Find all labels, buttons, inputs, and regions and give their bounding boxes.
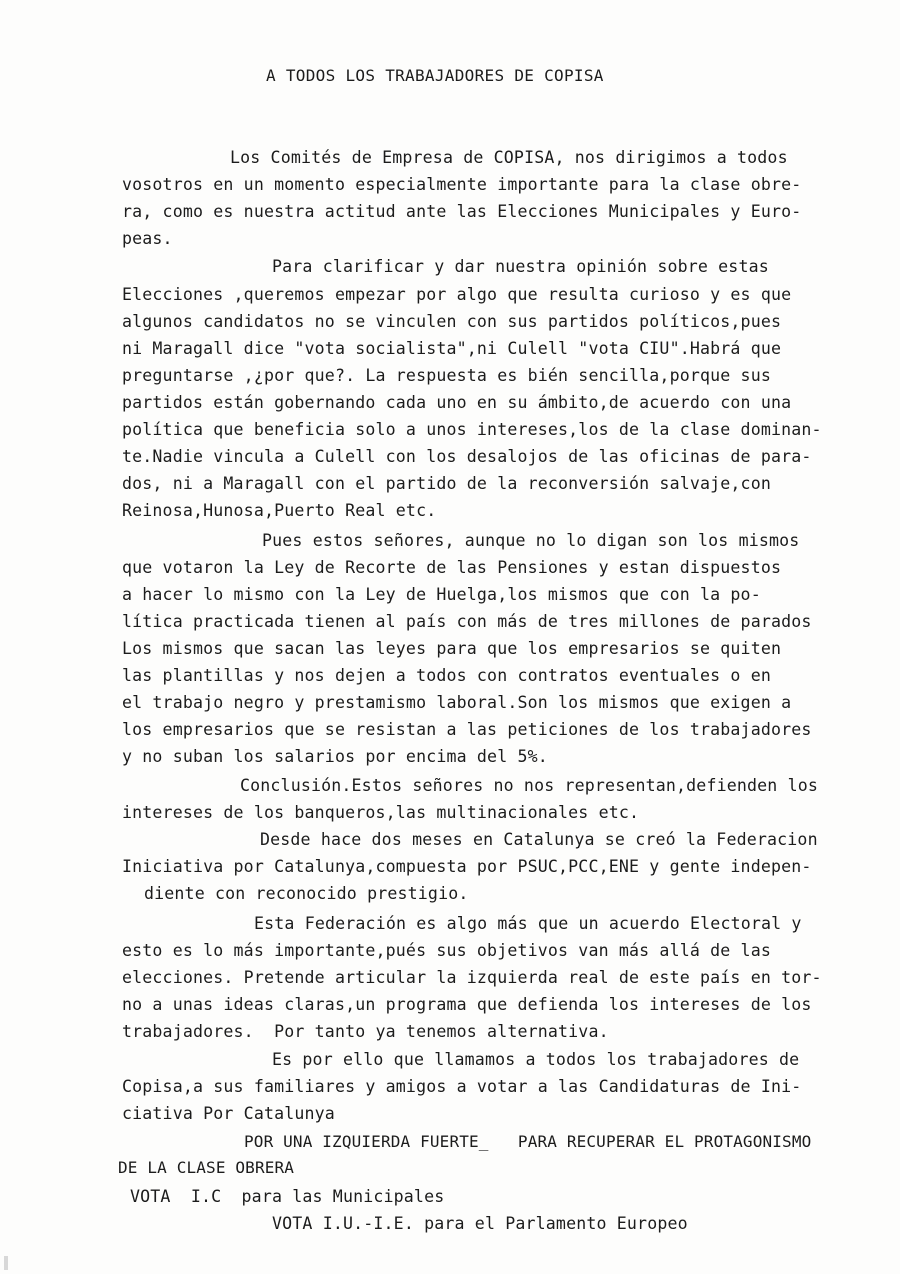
paragraph-line: trabajadores. Por tanto ya tenemos alternativa. — [122, 1022, 609, 1041]
vote-line: VOTA I.C para las Municipales — [130, 1187, 445, 1206]
paragraph-line: algunos candidatos no se vinculen con sus partidos políticos,pues — [122, 312, 782, 331]
paragraph-line: dos, ni a Maragall con el partido de la reconversión salvaje,con — [122, 474, 771, 493]
paragraph-line: vosotros en un momento especialmente importante para la clase obre- — [122, 175, 802, 194]
paragraph-line: ra, como es nuestra actitud ante las Elecciones Municipales y Euro- — [122, 202, 802, 221]
paragraph-line: Copisa,a sus familiares y amigos a votar a las Candidaturas de Ini- — [122, 1077, 802, 1096]
paragraph-line: Reinosa,Hunosa,Puerto Real etc. — [122, 501, 437, 520]
paragraph-line: que votaron la Ley de Recorte de las Pensiones y estan dispuestos — [122, 558, 782, 577]
paragraph-line: el trabajo negro y prestamismo laboral.Son los mismos que exigen a — [122, 693, 792, 712]
scan-edge-mark — [4, 1256, 8, 1270]
paragraph-line: partidos están gobernando cada uno en su ámbito,de acuerdo con una — [122, 393, 792, 412]
paragraph-line: Conclusión.Estos señores no nos representan,defienden los — [240, 776, 818, 795]
paragraph-line: y no suban los salarios por encima del 5%. — [122, 747, 548, 766]
paragraph-line: Para clarificar y dar nuestra opinión sobre estas — [272, 257, 769, 276]
paragraph-line: intereses de los banqueros,las multinacionales etc. — [122, 803, 640, 822]
paragraph-line: Esta Federación es algo más que un acuerdo Electoral y — [254, 914, 802, 933]
paragraph-line: peas. — [122, 229, 173, 248]
paragraph-line: Es por ello que llamamos a todos los trabajadores de — [272, 1050, 800, 1069]
paragraph-line: política que beneficia solo a unos intereses,los de la clase dominan- — [122, 420, 822, 439]
paragraph-line: preguntarse ,¿por que?. La respuesta es bién sencilla,porque sus — [122, 366, 771, 385]
paragraph-line: a hacer lo mismo con la Ley de Huelga,los mismos que con la po- — [122, 585, 761, 604]
paragraph-line: las plantillas y nos dejen a todos con contratos eventuales o en — [122, 666, 771, 685]
paragraph-line: ciativa Por Catalunya — [122, 1104, 335, 1123]
paragraph-line: lítica practicada tienen al país con más de tres millones de parados — [122, 612, 812, 631]
paragraph-line: no a unas ideas claras,un programa que defienda los intereses de los — [122, 995, 812, 1014]
paragraph-line: te.Nadie vincula a Culell con los desalojos de las oficinas de para- — [122, 447, 812, 466]
paragraph-line: Desde hace dos meses en Catalunya se creó la Federacion — [260, 830, 818, 849]
paragraph-line: elecciones. Pretende articular la izquierda real de este país en tor- — [122, 968, 822, 987]
slogan-line: POR UNA IZQUIERDA FUERTE_ PARA RECUPERAR EL PROTAGONISMO — [244, 1132, 812, 1151]
paragraph-line: Iniciativa por Catalunya,compuesta por PSUC,PCC,ENE y gente indepen- — [122, 857, 812, 876]
paragraph-line: Los mismos que sacan las leyes para que los empresarios se quiten — [122, 639, 782, 658]
vote-line: VOTA I.U.-I.E. para el Parlamento Europeo — [272, 1214, 688, 1233]
leaflet-title: A TODOS LOS TRABAJADORES DE COPISA — [266, 66, 604, 85]
paragraph-line: Elecciones ,queremos empezar por algo que resulta curioso y es que — [122, 285, 792, 304]
paragraph-line: diente con reconocido prestigio. — [144, 884, 469, 903]
paragraph-line: ni Maragall dice "vota socialista",ni Culell "vota CIU".Habrá que — [122, 339, 782, 358]
paragraph-line: esto es lo más importante,pués sus objetivos van más allá de las — [122, 941, 771, 960]
slogan-line: DE LA CLASE OBRERA — [118, 1158, 295, 1177]
paragraph-line: Los Comités de Empresa de COPISA, nos dirigimos a todos — [230, 148, 788, 167]
paragraph-line: Pues estos señores, aunque no lo digan son los mismos — [262, 531, 800, 550]
paragraph-line: los empresarios que se resistan a las peticiones de los trabajadores — [122, 720, 812, 739]
